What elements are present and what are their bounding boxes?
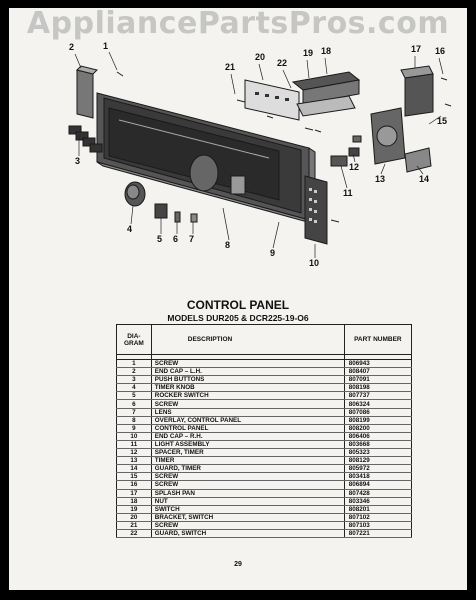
diagram-number-cell: 13 [117,457,152,465]
diagram-number-cell: 1 [117,360,152,368]
part-number-cell: 808129 [344,457,411,465]
callout-4: 4 [127,224,133,234]
table-row [117,432,412,440]
description-cell: SCREW [151,521,344,529]
table-row [117,481,412,489]
description-cell: GUARD, TIMER [151,465,344,473]
callout-22: 22 [277,58,288,68]
diagram-number-cell: 12 [117,449,152,457]
part-number-cell: 807103 [344,521,411,529]
diagram-number-cell: 21 [117,521,152,529]
description-cell: SCREW [151,473,344,481]
part-number-cell: 807091 [344,376,411,384]
table-row [117,505,412,513]
table-row [117,449,412,457]
diagram-number-cell: 16 [117,481,152,489]
table-row [117,392,412,400]
description-cell: SCREW [151,481,344,489]
table-row [117,424,412,432]
part-number-column-header: PART NUMBER [344,325,411,355]
description-cell: SCREW [151,400,344,408]
parts-table [116,324,412,538]
callout-5: 5 [157,234,163,244]
callout-6: 6 [173,234,179,244]
part-number-cell: 806943 [344,360,411,368]
parts-table-header [117,325,412,355]
page-number: 29 [234,561,242,568]
callout-20: 20 [255,52,266,62]
part-number-cell: 805323 [344,449,411,457]
table-row [117,440,412,448]
callout-12: 12 [349,162,360,172]
part-number-cell: 805972 [344,465,411,473]
description-cell: SWITCH [151,505,344,513]
exploded-parts-diagram [9,8,467,288]
diagram-number-cell: 8 [117,416,152,424]
table-row [117,457,412,465]
diagram-number-cell: 15 [117,473,152,481]
diagram-number-cell: 22 [117,529,152,537]
part-number-cell: 803346 [344,497,411,505]
table-row [117,465,412,473]
diagram-number-cell: 10 [117,432,152,440]
part-number-cell: 807221 [344,529,411,537]
diagram-number-cell: 18 [117,497,152,505]
table-row [117,529,412,537]
diagram-number-cell: 2 [117,368,152,376]
watermark: AppliancePartsPros.com [26,6,450,41]
table-row [117,473,412,481]
description-column-header: DESCRIPTION [151,325,344,355]
table-row [117,376,412,384]
description-cell: LIGHT ASSEMBLY [151,440,344,448]
callout-19: 19 [303,48,314,58]
description-cell: ROCKER SWITCH [151,392,344,400]
description-cell: TIMER [151,457,344,465]
models-subtitle: MODELS DUR205 & DCR225-19-O6 [167,313,309,323]
callout-8: 8 [225,240,231,250]
callout-15: 15 [437,116,448,126]
part-number-cell: 806324 [344,400,411,408]
diagram-number-cell: 5 [117,392,152,400]
part-number-cell: 803418 [344,473,411,481]
part-number-cell: 808407 [344,368,411,376]
description-cell: GUARD, SWITCH [151,529,344,537]
table-row [117,408,412,416]
description-cell: CONTROL PANEL [151,424,344,432]
callout-9: 9 [270,248,276,258]
description-cell: PUSH BUTTONS [151,376,344,384]
section-title: CONTROL PANEL [186,298,290,312]
table-row [117,513,412,521]
table-row [117,400,412,408]
table-row [117,416,412,424]
table-row [117,497,412,505]
table-row [117,521,412,529]
callout-3: 3 [75,156,81,166]
description-cell: BRACKET, SWITCH [151,513,344,521]
description-cell: SCREW [151,360,344,368]
part-number-cell: 807086 [344,408,411,416]
description-cell: OVERLAY, CONTROL PANEL [151,416,344,424]
table-row [117,368,412,376]
callout-1: 1 [103,41,109,51]
table-row [117,360,412,368]
callout-14: 14 [419,174,430,184]
diagram-number-cell: 3 [117,376,152,384]
table-row [117,384,412,392]
part-number-cell: 806406 [344,432,411,440]
diagram-number-cell: 6 [117,400,152,408]
description-cell: END CAP – R.H. [151,432,344,440]
callout-10: 10 [309,258,320,268]
part-number-cell: 806894 [344,481,411,489]
diagram-number-cell: 20 [117,513,152,521]
callout-2: 2 [69,42,75,52]
description-cell: NUT [151,497,344,505]
diagram-number-cell: 7 [117,408,152,416]
callout-16: 16 [435,46,446,56]
description-cell: TIMER KNOB [151,384,344,392]
callout-21: 21 [225,62,236,72]
description-cell: END CAP – L.H. [151,368,344,376]
part-number-cell: 808200 [344,424,411,432]
diagram-number-cell: 19 [117,505,152,513]
diagram-drawing [9,8,467,288]
callout-11: 11 [343,188,353,198]
callout-17: 17 [411,44,422,54]
part-number-cell: 807102 [344,513,411,521]
parts-table-body [117,360,412,538]
part-number-cell: 807428 [344,489,411,497]
diagram-number-cell: 14 [117,465,152,473]
description-cell: SPACER, TIMER [151,449,344,457]
callout-7: 7 [189,234,195,244]
table-row [117,489,412,497]
description-cell: LENS [151,408,344,416]
part-number-cell: 803668 [344,440,411,448]
diagram-number-cell: 4 [117,384,152,392]
diagram-number-cell: 9 [117,424,152,432]
callout-13: 13 [375,174,386,184]
part-number-cell: 807737 [344,392,411,400]
callout-18: 18 [321,46,332,56]
diagram-column-header: DIA- GRAM [117,325,152,355]
description-cell: SPLASH PAN [151,489,344,497]
part-number-cell: 808199 [344,416,411,424]
diagram-number-cell: 11 [117,440,152,448]
diagram-number-cell: 17 [117,489,152,497]
part-number-cell: 808201 [344,505,411,513]
part-number-cell: 808198 [344,384,411,392]
